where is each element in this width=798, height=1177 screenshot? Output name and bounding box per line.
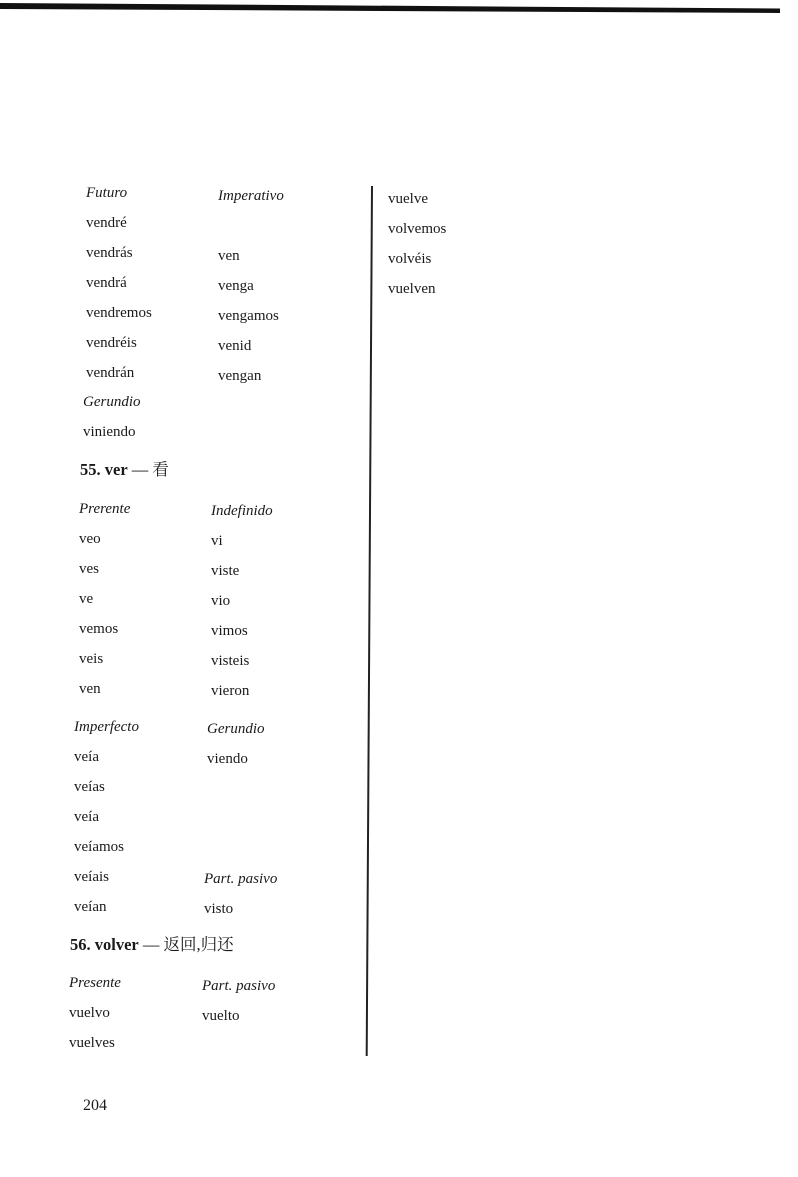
blank-slot xyxy=(218,211,284,241)
section-number: 55. xyxy=(80,460,101,479)
ver-imperfecto-block xyxy=(74,712,139,922)
conjugation-form: vendrán xyxy=(86,365,135,381)
conjugation-form: veo xyxy=(79,531,101,547)
ver-gerundio-block xyxy=(207,714,265,774)
conjugation-form: viniendo xyxy=(83,424,136,440)
section-separator: — xyxy=(142,935,160,954)
conjugation-form: vuelto xyxy=(202,1008,240,1024)
venir-gerundio-block xyxy=(83,387,141,447)
conjugation-form: vuelves xyxy=(69,1035,115,1051)
conjugation-form: veía xyxy=(74,749,99,765)
section-55-title xyxy=(80,458,169,482)
conjugation-form: ves xyxy=(79,561,99,577)
conjugation-form: viendo xyxy=(207,751,248,767)
conjugation-form: visteis xyxy=(211,653,250,669)
section-meaning: 返回,归还 xyxy=(163,935,234,954)
conjugation-form: vio xyxy=(211,593,231,609)
conjugation-form: vendré xyxy=(86,215,127,231)
venir-imperativo-block xyxy=(218,181,284,391)
conjugation-form: vimos xyxy=(211,623,248,639)
conjugation-form: vendrá xyxy=(86,275,127,291)
top-rule xyxy=(0,3,780,13)
conjugation-form: volvemos xyxy=(388,221,447,237)
conjugation-form: veías xyxy=(74,779,105,795)
section-verb: volver xyxy=(94,935,139,954)
conjugation-form: veían xyxy=(74,899,107,915)
volver-participio-heading: Part. pasivo xyxy=(202,978,276,994)
conjugation-form: veíais xyxy=(74,869,109,885)
conjugation-form: venga xyxy=(218,278,254,294)
conjugation-form: ve xyxy=(79,591,94,607)
conjugation-form: vengamos xyxy=(218,308,279,324)
volver-participio-block xyxy=(202,971,275,1031)
conjugation-form: vengan xyxy=(218,368,262,384)
ver-indefinido-block xyxy=(211,496,273,706)
section-verb: ver xyxy=(104,460,128,479)
section-separator: — xyxy=(131,460,149,479)
conjugation-form: vendréis xyxy=(86,335,137,351)
ver-indefinido-heading: Indefinido xyxy=(211,503,273,519)
venir-gerundio-heading: Gerundio xyxy=(83,394,141,410)
conjugation-form: vuelven xyxy=(388,281,436,297)
conjugation-form: veis xyxy=(79,651,104,667)
conjugation-form: vuelvo xyxy=(69,1005,110,1021)
conjugation-form: vemos xyxy=(79,621,119,637)
right-column-block xyxy=(388,184,446,304)
ver-presente-heading: Prerente xyxy=(79,501,131,517)
venir-futuro-heading: Futuro xyxy=(86,185,128,201)
ver-gerundio-heading: Gerundio xyxy=(207,721,265,737)
conjugation-form: veíamos xyxy=(74,839,124,855)
conjugation-form: volvéis xyxy=(388,251,432,267)
conjugation-form: ven xyxy=(79,681,101,697)
section-meaning: 看 xyxy=(152,460,169,479)
venir-futuro-block xyxy=(86,178,152,388)
conjugation-form: vendrás xyxy=(86,245,133,261)
conjugation-form: viste xyxy=(211,563,240,579)
conjugation-form: ven xyxy=(218,248,240,264)
conjugation-form: vi xyxy=(211,533,223,549)
volver-presente-heading: Presente xyxy=(69,975,121,991)
conjugation-form: vieron xyxy=(211,683,250,699)
conjugation-form: veía xyxy=(74,809,99,825)
conjugation-form: venid xyxy=(218,338,252,354)
volver-presente-block xyxy=(69,968,121,1058)
conjugation-form: visto xyxy=(204,901,234,917)
conjugation-form: vuelve xyxy=(388,191,428,207)
section-56-title xyxy=(70,933,234,957)
ver-presente-block xyxy=(79,494,130,704)
ver-participio-block xyxy=(204,864,277,924)
venir-imperativo-heading: Imperativo xyxy=(218,188,284,204)
section-number: 56. xyxy=(70,935,91,954)
column-divider xyxy=(366,186,373,1056)
ver-participio-heading: Part. pasivo xyxy=(204,871,278,887)
conjugation-form: vendremos xyxy=(86,305,152,321)
ver-imperfecto-heading: Imperfecto xyxy=(74,719,139,735)
page-number: 204 xyxy=(83,1097,107,1114)
